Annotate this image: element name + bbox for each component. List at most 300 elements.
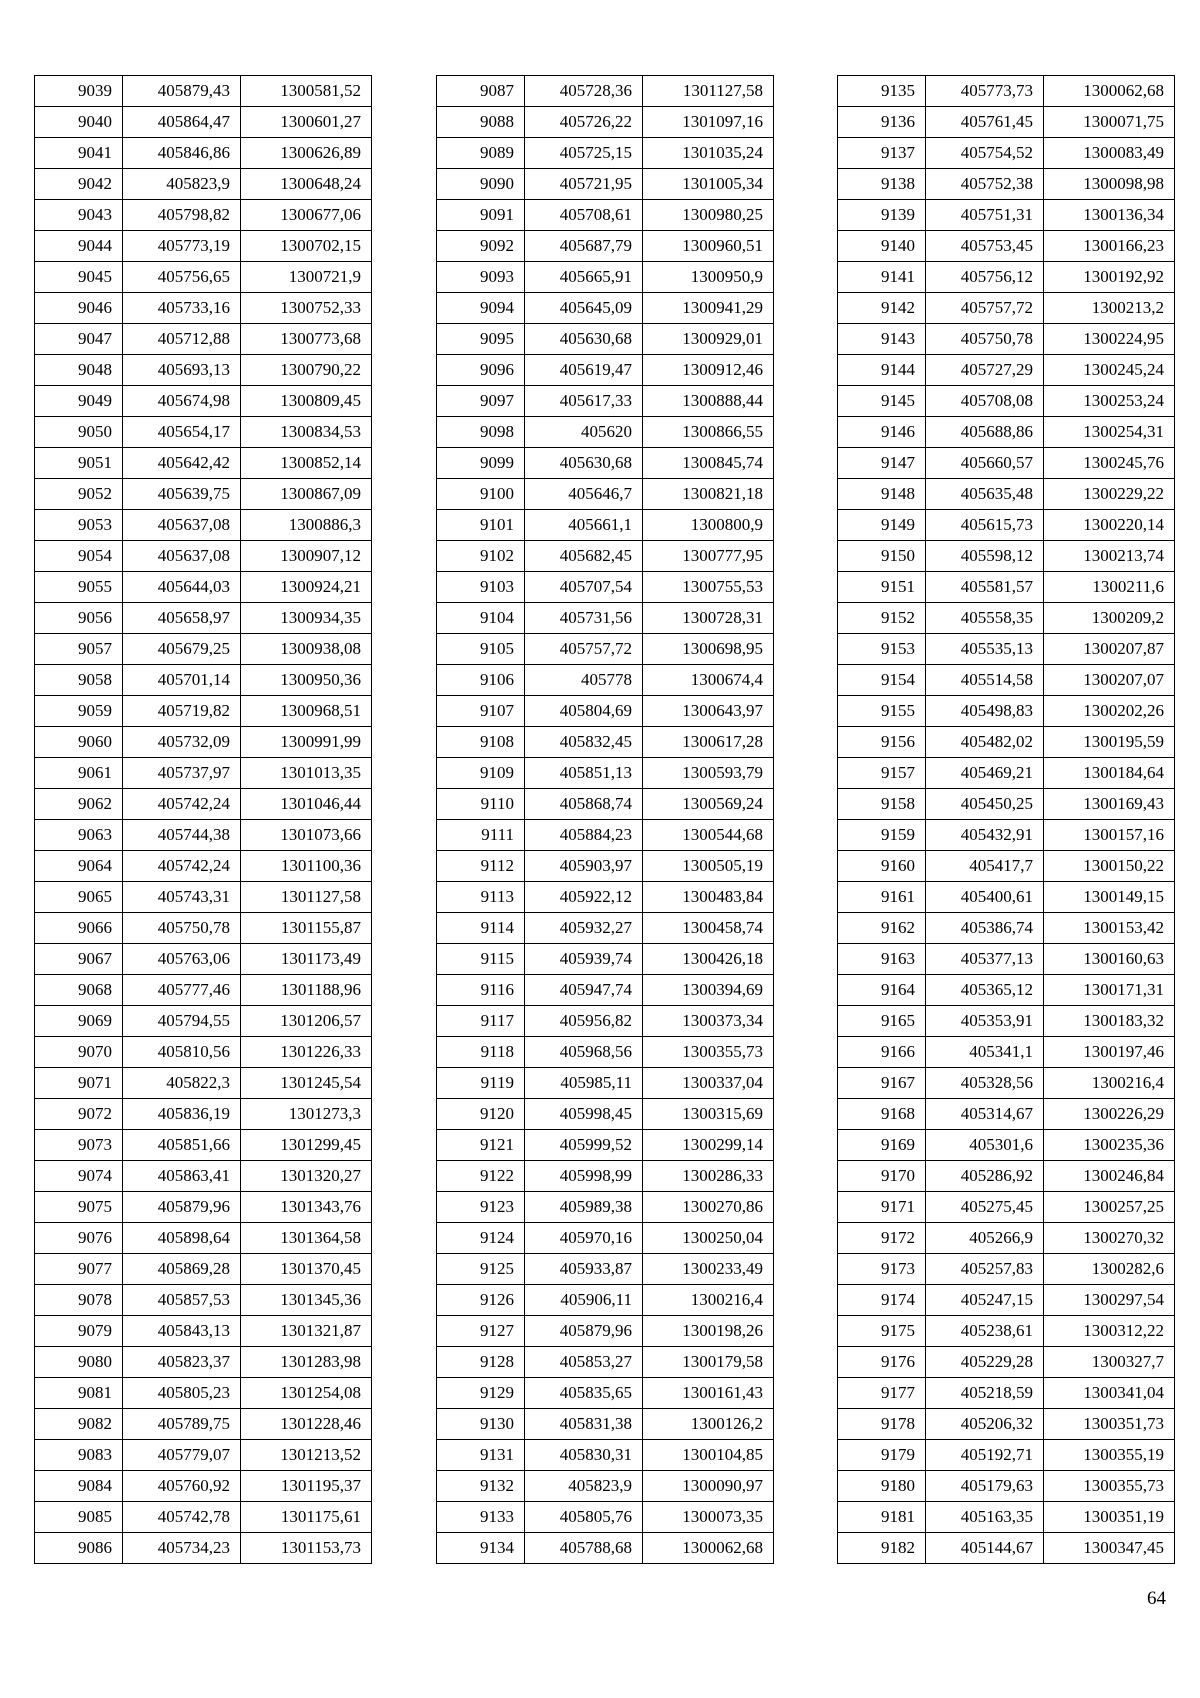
table-row [35, 293, 372, 324]
point-number-cell: 9150 [838, 541, 926, 572]
point-number-cell: 9078 [35, 1285, 123, 1316]
y-coordinate-cell: 1301153,73 [241, 1533, 372, 1564]
table-row [35, 200, 372, 231]
table-row [35, 1502, 372, 1533]
x-coordinate-cell: 405469,21 [926, 758, 1044, 789]
point-number-cell: 9048 [35, 355, 123, 386]
point-number-cell: 9116 [437, 975, 525, 1006]
x-coordinate-cell: 405734,23 [123, 1533, 241, 1564]
point-number-cell: 9155 [838, 696, 926, 727]
x-coordinate-cell: 405742,24 [123, 851, 241, 882]
x-coordinate-cell: 405179,63 [926, 1471, 1044, 1502]
x-coordinate-cell: 405933,87 [525, 1254, 643, 1285]
table-row [437, 76, 774, 107]
point-number-cell: 9066 [35, 913, 123, 944]
y-coordinate-cell: 1300207,07 [1044, 665, 1175, 696]
x-coordinate-cell: 405879,96 [525, 1316, 643, 1347]
y-coordinate-cell: 1300968,51 [241, 696, 372, 727]
x-coordinate-cell: 405144,67 [926, 1533, 1044, 1564]
x-coordinate-cell: 405970,16 [525, 1223, 643, 1254]
x-coordinate-cell: 405750,78 [926, 324, 1044, 355]
x-coordinate-cell: 405898,64 [123, 1223, 241, 1254]
point-number-cell: 9061 [35, 758, 123, 789]
x-coordinate-cell: 405386,74 [926, 913, 1044, 944]
point-number-cell: 9163 [838, 944, 926, 975]
table-row [437, 293, 774, 324]
x-coordinate-cell: 405301,6 [926, 1130, 1044, 1161]
point-number-cell: 9068 [35, 975, 123, 1006]
x-coordinate-cell: 405835,65 [525, 1378, 643, 1409]
table-row [35, 1409, 372, 1440]
y-coordinate-cell: 1301273,3 [241, 1099, 372, 1130]
x-coordinate-cell: 405341,1 [926, 1037, 1044, 1068]
x-coordinate-cell: 405851,13 [525, 758, 643, 789]
point-number-cell: 9069 [35, 1006, 123, 1037]
x-coordinate-cell: 405846,86 [123, 138, 241, 169]
table-row [838, 1409, 1175, 1440]
table-row [437, 758, 774, 789]
point-number-cell: 9169 [838, 1130, 926, 1161]
point-number-cell: 9173 [838, 1254, 926, 1285]
point-number-cell: 9094 [437, 293, 525, 324]
x-coordinate-cell: 405635,48 [926, 479, 1044, 510]
y-coordinate-cell: 1300341,04 [1044, 1378, 1175, 1409]
y-coordinate-cell: 1300245,76 [1044, 448, 1175, 479]
x-coordinate-cell: 405868,74 [525, 789, 643, 820]
table-row [35, 417, 372, 448]
y-coordinate-cell: 1301213,52 [241, 1440, 372, 1471]
point-number-cell: 9040 [35, 107, 123, 138]
point-number-cell: 9064 [35, 851, 123, 882]
x-coordinate-cell: 405642,42 [123, 448, 241, 479]
table-row [437, 696, 774, 727]
y-coordinate-cell: 1300126,2 [643, 1409, 774, 1440]
table-row [838, 944, 1175, 975]
y-coordinate-cell: 1301046,44 [241, 789, 372, 820]
table-row [437, 789, 774, 820]
x-coordinate-cell: 405998,99 [525, 1161, 643, 1192]
y-coordinate-cell: 1300677,06 [241, 200, 372, 231]
table-row [35, 1378, 372, 1409]
y-coordinate-cell: 1300867,09 [241, 479, 372, 510]
x-coordinate-cell: 405788,68 [525, 1533, 643, 1564]
x-coordinate-cell: 405757,72 [926, 293, 1044, 324]
table-row [437, 1378, 774, 1409]
point-number-cell: 9070 [35, 1037, 123, 1068]
point-number-cell: 9108 [437, 727, 525, 758]
x-coordinate-cell: 405598,12 [926, 541, 1044, 572]
point-number-cell: 9059 [35, 696, 123, 727]
table-row [838, 1068, 1175, 1099]
table-row [437, 851, 774, 882]
x-coordinate-cell: 405679,25 [123, 634, 241, 665]
y-coordinate-cell: 1300192,92 [1044, 262, 1175, 293]
y-coordinate-cell: 1300601,27 [241, 107, 372, 138]
x-coordinate-cell: 405377,13 [926, 944, 1044, 975]
y-coordinate-cell: 1300253,24 [1044, 386, 1175, 417]
y-coordinate-cell: 1300934,35 [241, 603, 372, 634]
y-coordinate-cell: 1300337,04 [643, 1068, 774, 1099]
x-coordinate-cell: 405257,83 [926, 1254, 1044, 1285]
table-row [35, 696, 372, 727]
y-coordinate-cell: 1300282,6 [1044, 1254, 1175, 1285]
point-number-cell: 9103 [437, 572, 525, 603]
y-coordinate-cell: 1300351,19 [1044, 1502, 1175, 1533]
table-row [437, 913, 774, 944]
x-coordinate-cell: 405939,74 [525, 944, 643, 975]
y-coordinate-cell: 1301364,58 [241, 1223, 372, 1254]
table-row [35, 1068, 372, 1099]
x-coordinate-cell: 405985,11 [525, 1068, 643, 1099]
point-number-cell: 9046 [35, 293, 123, 324]
table-row [35, 634, 372, 665]
table-row [437, 1254, 774, 1285]
y-coordinate-cell: 1300721,9 [241, 262, 372, 293]
point-number-cell: 9122 [437, 1161, 525, 1192]
table-row [838, 727, 1175, 758]
x-coordinate-cell: 405432,91 [926, 820, 1044, 851]
point-number-cell: 9157 [838, 758, 926, 789]
table-row [838, 1347, 1175, 1378]
x-coordinate-cell: 405823,37 [123, 1347, 241, 1378]
table-row [838, 758, 1175, 789]
point-number-cell: 9129 [437, 1378, 525, 1409]
y-coordinate-cell: 1300220,14 [1044, 510, 1175, 541]
point-number-cell: 9101 [437, 510, 525, 541]
y-coordinate-cell: 1301097,16 [643, 107, 774, 138]
point-number-cell: 9079 [35, 1316, 123, 1347]
y-coordinate-cell: 1300246,84 [1044, 1161, 1175, 1192]
table-row [838, 1192, 1175, 1223]
point-number-cell: 9176 [838, 1347, 926, 1378]
table-row [35, 262, 372, 293]
point-number-cell: 9075 [35, 1192, 123, 1223]
point-number-cell: 9054 [35, 541, 123, 572]
y-coordinate-cell: 1300755,53 [643, 572, 774, 603]
point-number-cell: 9120 [437, 1099, 525, 1130]
table-row [437, 417, 774, 448]
table-row [35, 1161, 372, 1192]
y-coordinate-cell: 1300790,22 [241, 355, 372, 386]
point-number-cell: 9100 [437, 479, 525, 510]
y-coordinate-cell: 1300073,35 [643, 1502, 774, 1533]
table-row [437, 386, 774, 417]
point-number-cell: 9042 [35, 169, 123, 200]
x-coordinate-cell: 405238,61 [926, 1316, 1044, 1347]
table-row [437, 1316, 774, 1347]
y-coordinate-cell: 1300483,84 [643, 882, 774, 913]
point-number-cell: 9111 [437, 820, 525, 851]
table-row [35, 448, 372, 479]
y-coordinate-cell: 1300216,4 [1044, 1068, 1175, 1099]
x-coordinate-cell: 405751,31 [926, 200, 1044, 231]
x-coordinate-cell: 405830,31 [525, 1440, 643, 1471]
table-row [838, 169, 1175, 200]
x-coordinate-cell: 405906,11 [525, 1285, 643, 1316]
x-coordinate-cell: 405754,52 [926, 138, 1044, 169]
table-row [437, 231, 774, 262]
point-number-cell: 9154 [838, 665, 926, 696]
x-coordinate-cell: 405693,13 [123, 355, 241, 386]
table-row [838, 1037, 1175, 1068]
x-coordinate-cell: 405275,45 [926, 1192, 1044, 1223]
point-number-cell: 9050 [35, 417, 123, 448]
table-row [437, 1068, 774, 1099]
y-coordinate-cell: 1300257,25 [1044, 1192, 1175, 1223]
point-number-cell: 9110 [437, 789, 525, 820]
x-coordinate-cell: 405823,9 [525, 1471, 643, 1502]
x-coordinate-cell: 405779,07 [123, 1440, 241, 1471]
table-row [838, 1471, 1175, 1502]
table-row [35, 138, 372, 169]
y-coordinate-cell: 1300800,9 [643, 510, 774, 541]
y-coordinate-cell: 1301299,45 [241, 1130, 372, 1161]
x-coordinate-cell: 405763,06 [123, 944, 241, 975]
y-coordinate-cell: 1300286,33 [643, 1161, 774, 1192]
x-coordinate-cell: 405773,73 [926, 76, 1044, 107]
point-number-cell: 9123 [437, 1192, 525, 1223]
point-number-cell: 9092 [437, 231, 525, 262]
y-coordinate-cell: 1301228,46 [241, 1409, 372, 1440]
point-number-cell: 9095 [437, 324, 525, 355]
x-coordinate-cell: 405286,92 [926, 1161, 1044, 1192]
table-row [838, 851, 1175, 882]
point-number-cell: 9171 [838, 1192, 926, 1223]
table-row [838, 1223, 1175, 1254]
x-coordinate-cell: 405192,71 [926, 1440, 1044, 1471]
point-number-cell: 9128 [437, 1347, 525, 1378]
point-number-cell: 9121 [437, 1130, 525, 1161]
y-coordinate-cell: 1300209,2 [1044, 603, 1175, 634]
point-number-cell: 9056 [35, 603, 123, 634]
point-number-cell: 9119 [437, 1068, 525, 1099]
point-number-cell: 9057 [35, 634, 123, 665]
point-number-cell: 9071 [35, 1068, 123, 1099]
x-coordinate-cell: 405836,19 [123, 1099, 241, 1130]
y-coordinate-cell: 1300355,73 [643, 1037, 774, 1068]
y-coordinate-cell: 1300852,14 [241, 448, 372, 479]
y-coordinate-cell: 1300270,86 [643, 1192, 774, 1223]
x-coordinate-cell: 405535,13 [926, 634, 1044, 665]
table-row [35, 665, 372, 696]
x-coordinate-cell: 405708,61 [525, 200, 643, 231]
x-coordinate-cell: 405777,46 [123, 975, 241, 1006]
table-row [35, 1471, 372, 1502]
x-coordinate-cell: 405810,56 [123, 1037, 241, 1068]
y-coordinate-cell: 1300245,24 [1044, 355, 1175, 386]
table-row [838, 324, 1175, 355]
x-coordinate-cell: 405822,3 [123, 1068, 241, 1099]
y-coordinate-cell: 1300216,4 [643, 1285, 774, 1316]
x-coordinate-cell: 405314,67 [926, 1099, 1044, 1130]
table-row [35, 944, 372, 975]
x-coordinate-cell: 405761,45 [926, 107, 1044, 138]
point-number-cell: 9115 [437, 944, 525, 975]
point-number-cell: 9055 [35, 572, 123, 603]
y-coordinate-cell: 1300809,45 [241, 386, 372, 417]
table-row [35, 758, 372, 789]
table-row [838, 913, 1175, 944]
x-coordinate-cell: 405719,82 [123, 696, 241, 727]
x-coordinate-cell: 405903,97 [525, 851, 643, 882]
x-coordinate-cell: 405752,38 [926, 169, 1044, 200]
x-coordinate-cell: 405229,28 [926, 1347, 1044, 1378]
y-coordinate-cell: 1300626,89 [241, 138, 372, 169]
y-coordinate-cell: 1301035,24 [643, 138, 774, 169]
x-coordinate-cell: 405805,23 [123, 1378, 241, 1409]
y-coordinate-cell: 1300071,75 [1044, 107, 1175, 138]
y-coordinate-cell: 1301343,76 [241, 1192, 372, 1223]
x-coordinate-cell: 405707,54 [525, 572, 643, 603]
y-coordinate-cell: 1300777,95 [643, 541, 774, 572]
table-row [838, 355, 1175, 386]
page-number: 64 [1147, 1588, 1166, 1609]
x-coordinate-cell: 405654,17 [123, 417, 241, 448]
table-row [838, 1533, 1175, 1564]
table-row [838, 448, 1175, 479]
y-coordinate-cell: 1300062,68 [643, 1533, 774, 1564]
table-row [838, 789, 1175, 820]
point-number-cell: 9086 [35, 1533, 123, 1564]
point-number-cell: 9087 [437, 76, 525, 107]
table-row [838, 293, 1175, 324]
table-row [437, 572, 774, 603]
table-row [437, 355, 774, 386]
x-coordinate-cell: 405450,25 [926, 789, 1044, 820]
x-coordinate-cell: 405832,45 [525, 727, 643, 758]
y-coordinate-cell: 1300980,25 [643, 200, 774, 231]
coordinate-table-1 [34, 75, 372, 1564]
table-row [437, 1347, 774, 1378]
y-coordinate-cell: 1300226,29 [1044, 1099, 1175, 1130]
point-number-cell: 9041 [35, 138, 123, 169]
y-coordinate-cell: 1300254,31 [1044, 417, 1175, 448]
table-row [35, 386, 372, 417]
point-number-cell: 9156 [838, 727, 926, 758]
point-number-cell: 9133 [437, 1502, 525, 1533]
x-coordinate-cell: 405660,57 [926, 448, 1044, 479]
x-coordinate-cell: 405581,57 [926, 572, 1044, 603]
y-coordinate-cell: 1301155,87 [241, 913, 372, 944]
y-coordinate-cell: 1301127,58 [241, 882, 372, 913]
x-coordinate-cell: 405620 [525, 417, 643, 448]
point-number-cell: 9082 [35, 1409, 123, 1440]
x-coordinate-cell: 405879,43 [123, 76, 241, 107]
coordinate-table-3 [837, 75, 1175, 1564]
x-coordinate-cell: 405701,14 [123, 665, 241, 696]
point-number-cell: 9181 [838, 1502, 926, 1533]
point-number-cell: 9045 [35, 262, 123, 293]
y-coordinate-cell: 1301173,49 [241, 944, 372, 975]
y-coordinate-cell: 1300643,97 [643, 696, 774, 727]
y-coordinate-cell: 1300941,29 [643, 293, 774, 324]
point-number-cell: 9124 [437, 1223, 525, 1254]
y-coordinate-cell: 1300299,14 [643, 1130, 774, 1161]
y-coordinate-cell: 1300773,68 [241, 324, 372, 355]
x-coordinate-cell: 405615,73 [926, 510, 1044, 541]
y-coordinate-cell: 1301188,96 [241, 975, 372, 1006]
x-coordinate-cell: 405661,1 [525, 510, 643, 541]
y-coordinate-cell: 1300991,99 [241, 727, 372, 758]
table-row [437, 1471, 774, 1502]
y-coordinate-cell: 1300184,64 [1044, 758, 1175, 789]
x-coordinate-cell: 405853,27 [525, 1347, 643, 1378]
y-coordinate-cell: 1300924,21 [241, 572, 372, 603]
x-coordinate-cell: 405687,79 [525, 231, 643, 262]
x-coordinate-cell: 405742,24 [123, 789, 241, 820]
x-coordinate-cell: 405742,78 [123, 1502, 241, 1533]
x-coordinate-cell: 405932,27 [525, 913, 643, 944]
table-row [35, 1192, 372, 1223]
point-number-cell: 9062 [35, 789, 123, 820]
table-row [838, 1502, 1175, 1533]
y-coordinate-cell: 1301127,58 [643, 76, 774, 107]
point-number-cell: 9063 [35, 820, 123, 851]
table-row [35, 975, 372, 1006]
x-coordinate-cell: 405760,92 [123, 1471, 241, 1502]
y-coordinate-cell: 1300648,24 [241, 169, 372, 200]
point-number-cell: 9067 [35, 944, 123, 975]
point-number-cell: 9114 [437, 913, 525, 944]
x-coordinate-cell: 405922,12 [525, 882, 643, 913]
point-number-cell: 9080 [35, 1347, 123, 1378]
table-row [838, 1254, 1175, 1285]
point-number-cell: 9126 [437, 1285, 525, 1316]
x-coordinate-cell: 405163,35 [926, 1502, 1044, 1533]
point-number-cell: 9139 [838, 200, 926, 231]
x-coordinate-cell: 405863,41 [123, 1161, 241, 1192]
point-number-cell: 9143 [838, 324, 926, 355]
table-row [437, 169, 774, 200]
table-row [35, 76, 372, 107]
table-row [838, 1378, 1175, 1409]
y-coordinate-cell: 1300149,15 [1044, 882, 1175, 913]
x-coordinate-cell: 405688,86 [926, 417, 1044, 448]
point-number-cell: 9177 [838, 1378, 926, 1409]
y-coordinate-cell: 1300166,23 [1044, 231, 1175, 262]
x-coordinate-cell: 405558,35 [926, 603, 1044, 634]
y-coordinate-cell: 1300202,26 [1044, 696, 1175, 727]
x-coordinate-cell: 405725,15 [525, 138, 643, 169]
point-number-cell: 9084 [35, 1471, 123, 1502]
x-coordinate-cell: 405798,82 [123, 200, 241, 231]
point-number-cell: 9089 [437, 138, 525, 169]
x-coordinate-cell: 405630,68 [525, 324, 643, 355]
table-row [35, 1037, 372, 1068]
y-coordinate-cell: 1300160,63 [1044, 944, 1175, 975]
table-row [437, 138, 774, 169]
y-coordinate-cell: 1300197,46 [1044, 1037, 1175, 1068]
x-coordinate-cell: 405353,91 [926, 1006, 1044, 1037]
table-row [35, 355, 372, 386]
table-row [437, 1533, 774, 1564]
table-row [437, 665, 774, 696]
y-coordinate-cell: 1300183,32 [1044, 1006, 1175, 1037]
table-row [437, 1099, 774, 1130]
point-number-cell: 9113 [437, 882, 525, 913]
point-number-cell: 9043 [35, 200, 123, 231]
y-coordinate-cell: 1301100,36 [241, 851, 372, 882]
y-coordinate-cell: 1300327,7 [1044, 1347, 1175, 1378]
table-row [35, 1533, 372, 1564]
y-coordinate-cell: 1300821,18 [643, 479, 774, 510]
table-row [437, 1130, 774, 1161]
x-coordinate-cell: 405733,16 [123, 293, 241, 324]
y-coordinate-cell: 1300213,2 [1044, 293, 1175, 324]
y-coordinate-cell: 1301195,37 [241, 1471, 372, 1502]
table-row [838, 572, 1175, 603]
y-coordinate-cell: 1300270,32 [1044, 1223, 1175, 1254]
